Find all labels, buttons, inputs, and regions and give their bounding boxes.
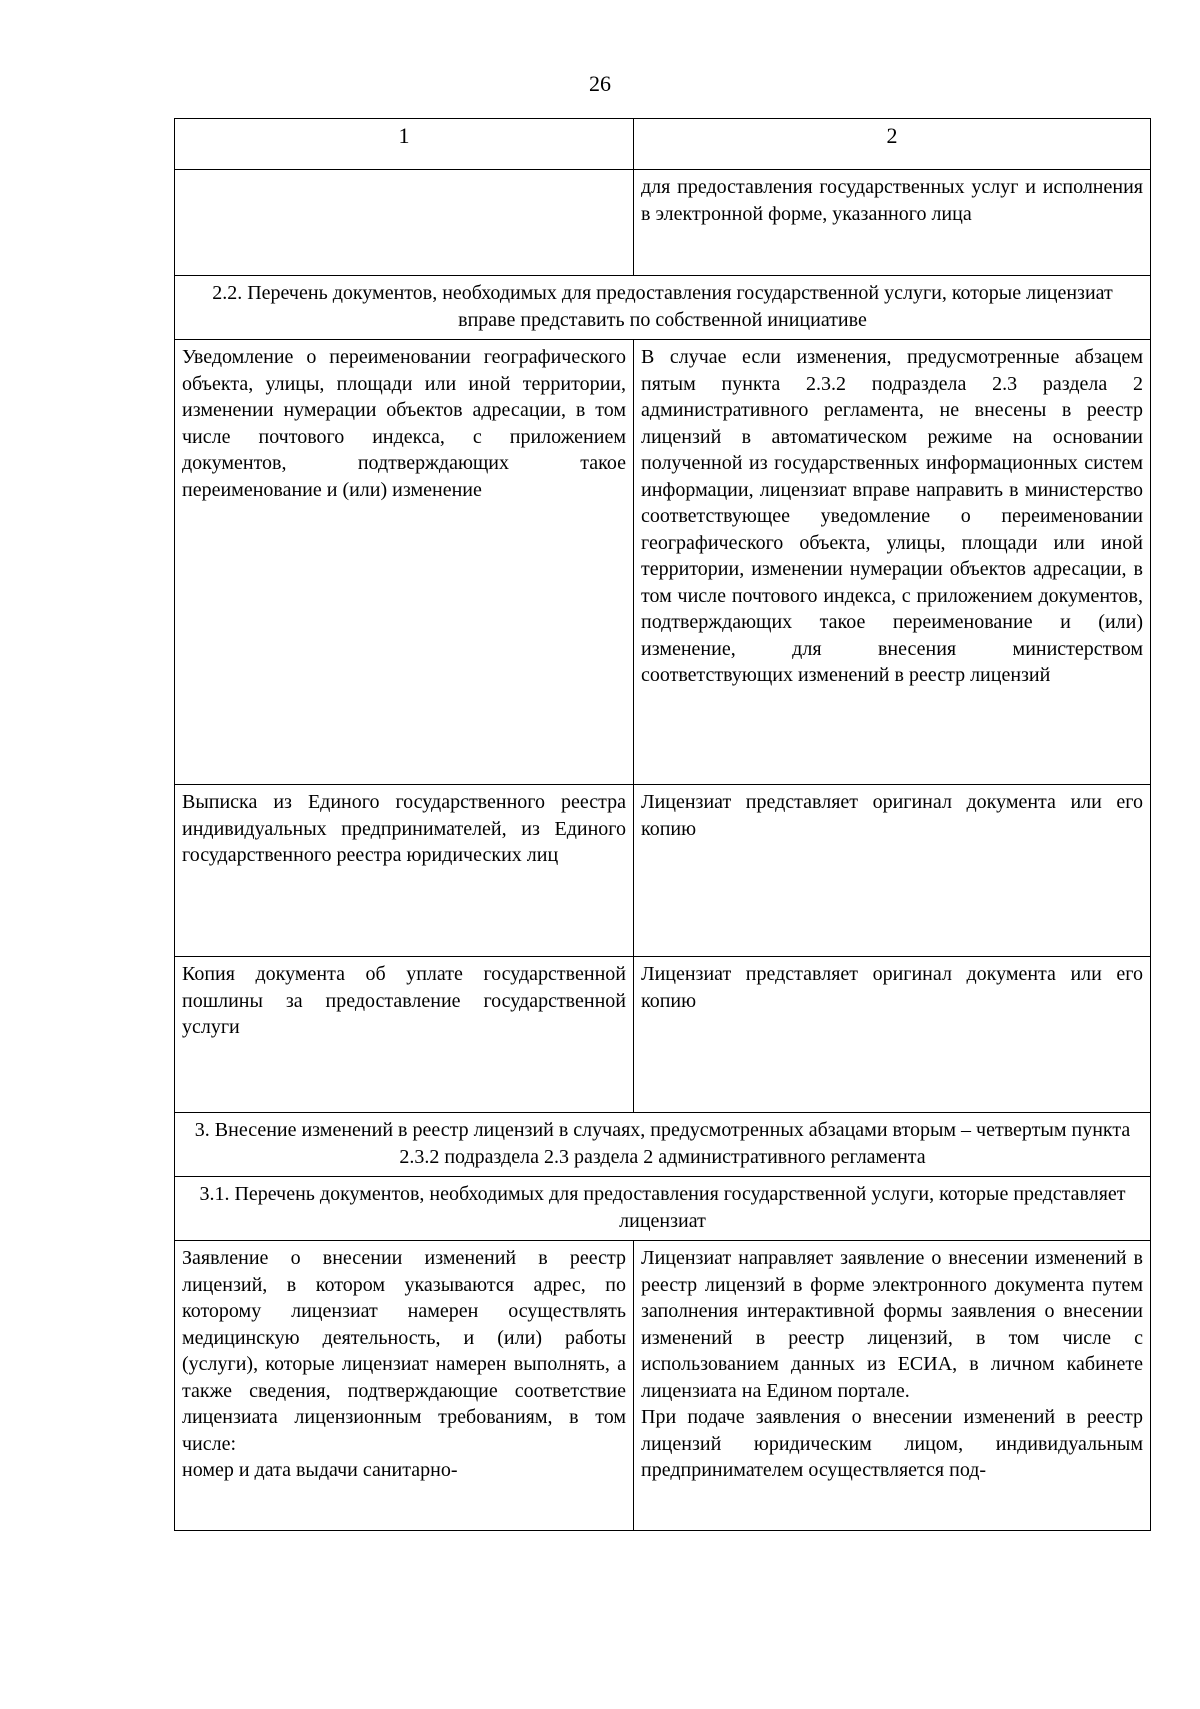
- application-description-cell: [634, 1241, 1151, 1531]
- table-header-row: [175, 119, 1151, 170]
- section-row: [175, 1113, 1151, 1177]
- application-document-cell: [175, 1241, 634, 1531]
- application-document-text: Заявление о внесении изменений в реестр лицензий, в котором указываются адрес, по которому лицензиат намерен осуществлять медицинскую деятельность, и (или) работы (услуги), которые лицензиат намерен выполнять, а также сведения, подтверждающие соответствие лицензиата лицензионным требованиям, в том числе:: [182, 1247, 626, 1455]
- notification-document-cell: Уведомление о переименовании географического объекта, улицы, площади или иной территории, изменении нумерации объектов адресации, в том числе почтового индекса, с приложением документов, подтверждающих такое переименование и (или) изменение: [175, 340, 634, 785]
- section-3-heading: 3. Внесение изменений в реестр лицензий в случаях, предусмотренных абзацами вторым – четвертым пункта 2.3.2 подраздела 2.3 раздела 2 административного регламента: [175, 1113, 1151, 1177]
- fee-document-cell: Копия документа об уплате государственной пошлины за предоставление государственной услуги: [175, 957, 634, 1113]
- section-2-2-heading: 2.2. Перечень документов, необходимых для предоставления государственной услуги, которые лицензиат вправе представить по собственной инициативе: [175, 276, 1151, 340]
- continuation-col-1: [175, 170, 634, 276]
- table-row: [175, 170, 1151, 276]
- table-row: [175, 957, 1151, 1113]
- section-row: [175, 1177, 1151, 1241]
- extract-document-cell: Выписка из Единого государственного реестра индивидуальных предпринимателей, из Единого государственного реестра юридических лиц: [175, 785, 634, 957]
- header-col-2: 2: [634, 119, 1151, 170]
- fee-description-cell: Лицензиат представляет оригинал документа или его копию: [634, 957, 1151, 1113]
- section-row: [175, 276, 1151, 340]
- extract-description-cell: Лицензиат представляет оригинал документа или его копию: [634, 785, 1151, 957]
- table-row: [175, 340, 1151, 785]
- header-col-1: 1: [175, 119, 634, 170]
- document-table: [174, 118, 1151, 1531]
- application-document-tail: номер и дата выдачи санитарно-: [182, 1459, 458, 1481]
- continuation-col-2: для предоставления государственных услуг и исполнения в электронной форме, указанного лица: [634, 170, 1151, 276]
- notification-description-cell: В случае если изменения, предусмотренные абзацем пятым пункта 2.3.2 подраздела 2.3 раздела 2 административного регламента, не внесены в реестр лицензий в автоматическом режиме на основании полученной из государственных информационных систем информации, лицензиат вправе направить в министерство соответствующее уведомление о переименовании географического объекта, улицы, площади или иной территории, изменении нумерации объектов адресации, в том числе почтового индекса, с приложением документов, подтверждающих такое переименование и (или) изменение, для внесения министерством соответствующих изменений в реестр лицензий: [634, 340, 1151, 785]
- table-row: [175, 1241, 1151, 1531]
- section-3-1-heading: 3.1. Перечень документов, необходимых для предоставления государственной услуги, которые представляет лицензиат: [175, 1177, 1151, 1241]
- page-number: 26: [589, 71, 611, 96]
- application-description-p2: При подаче заявления о внесении изменений в реестр лицензий юридическим лицом, индивидуальным предпринимателем осуществляется под-: [641, 1406, 1143, 1481]
- table-row: [175, 785, 1151, 957]
- application-description-p1: Лицензиат направляет заявление о внесении изменений в реестр лицензий в форме электронного документа путем заполнения интерактивной формы заявления о внесении изменений в реестр лицензий, в том числе с использованием данных из ЕСИА, в личном кабинете лицензиата на Едином портале.: [641, 1247, 1143, 1402]
